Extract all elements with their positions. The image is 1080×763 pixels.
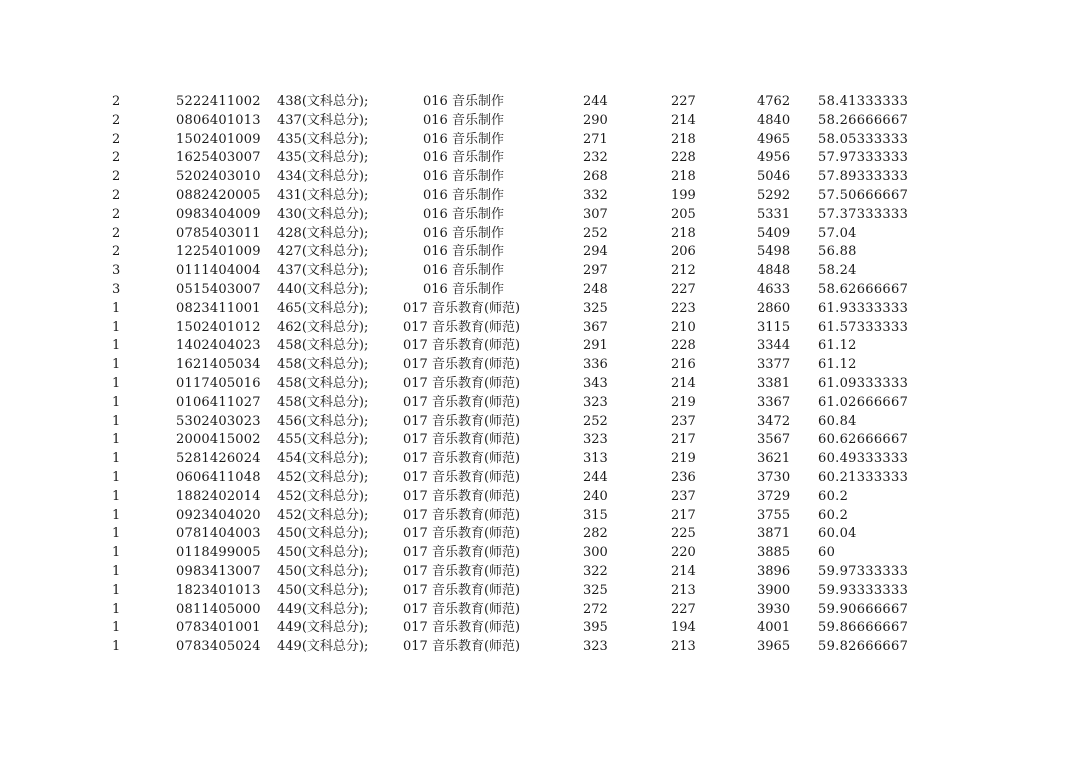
score-a-cell: 297 — [583, 263, 608, 279]
candidate-id-cell: 0823411001 — [176, 300, 261, 316]
batch-cell: 1 — [112, 413, 121, 429]
composite-score-cell: 59.93333333 — [818, 582, 909, 598]
rank-cell: 4965 — [757, 131, 791, 147]
candidate-id-cell: 0781404003 — [176, 526, 261, 542]
candidate-id-cell: 1625403007 — [176, 150, 261, 166]
table-row — [0, 300, 1080, 319]
rank-cell: 4848 — [757, 263, 791, 279]
exam-score-cell: 440(文科总分); — [277, 281, 369, 297]
batch-cell: 1 — [112, 507, 121, 523]
composite-score-cell: 58.05333333 — [818, 131, 909, 147]
score-b-cell: 227 — [671, 601, 696, 617]
score-b-cell: 214 — [671, 375, 696, 391]
candidate-id-cell: 1502401009 — [176, 131, 261, 147]
exam-score-cell: 430(文科总分); — [277, 206, 369, 222]
exam-score-cell: 428(文科总分); — [277, 225, 369, 241]
composite-score-cell: 61.12 — [818, 338, 857, 354]
batch-cell: 2 — [112, 206, 121, 222]
candidate-id-cell: 0983413007 — [176, 563, 261, 579]
score-a-cell: 307 — [583, 206, 608, 222]
composite-score-cell: 60.2 — [818, 507, 849, 523]
table-row — [0, 112, 1080, 131]
score-b-cell: 219 — [671, 451, 696, 467]
score-b-cell: 227 — [671, 94, 696, 109]
batch-cell: 1 — [112, 375, 121, 391]
candidate-id-cell: 1502401012 — [176, 319, 261, 335]
batch-cell: 1 — [112, 601, 121, 617]
major-cell: 017 音乐教育(师范) — [403, 375, 521, 391]
score-a-cell: 300 — [583, 545, 608, 561]
score-b-cell: 237 — [671, 488, 696, 504]
rank-cell: 4956 — [757, 150, 791, 166]
batch-cell: 3 — [112, 263, 121, 279]
table-row — [0, 488, 1080, 507]
score-a-cell: 325 — [583, 300, 608, 316]
score-a-cell: 343 — [583, 375, 608, 391]
composite-score-cell: 60.21333333 — [818, 469, 909, 485]
exam-score-cell: 450(文科总分); — [277, 545, 369, 561]
major-cell: 016 音乐制作 — [423, 112, 504, 128]
score-a-cell: 332 — [583, 187, 608, 203]
candidate-id-cell: 0923404020 — [176, 507, 261, 523]
rank-cell: 5292 — [757, 187, 791, 203]
composite-score-cell: 59.97333333 — [818, 563, 909, 579]
score-a-cell: 322 — [583, 563, 608, 579]
batch-cell: 2 — [112, 150, 121, 166]
rank-cell: 5331 — [757, 206, 791, 222]
score-a-cell: 232 — [583, 150, 608, 166]
candidate-id-cell: 1621405034 — [176, 357, 261, 373]
rank-cell: 3621 — [757, 451, 791, 467]
batch-cell: 2 — [112, 131, 121, 147]
batch-cell: 1 — [112, 620, 121, 636]
batch-cell: 1 — [112, 319, 121, 335]
composite-score-cell: 57.04 — [818, 225, 857, 241]
table-row — [0, 638, 1080, 657]
score-b-cell: 218 — [671, 131, 696, 147]
major-cell: 017 音乐教育(师范) — [403, 469, 521, 485]
major-cell: 017 音乐教育(师范) — [403, 620, 521, 636]
composite-score-cell: 59.86666667 — [818, 620, 909, 636]
major-cell: 017 音乐教育(师范) — [403, 319, 521, 335]
batch-cell: 1 — [112, 488, 121, 504]
rank-cell: 5498 — [757, 244, 791, 260]
major-cell: 017 音乐教育(师范) — [403, 488, 521, 504]
major-cell: 016 音乐制作 — [423, 169, 504, 185]
score-a-cell: 395 — [583, 620, 608, 636]
exam-score-cell: 458(文科总分); — [277, 375, 369, 391]
candidate-id-cell: 1823401013 — [176, 582, 261, 598]
candidate-id-cell: 0811405000 — [176, 601, 261, 617]
table-row — [0, 337, 1080, 356]
score-a-cell: 272 — [583, 601, 608, 617]
candidate-id-cell: 0606411048 — [176, 469, 261, 485]
composite-score-cell: 61.02666667 — [818, 394, 909, 410]
major-cell: 016 音乐制作 — [423, 225, 504, 241]
major-cell: 017 音乐教育(师范) — [403, 639, 521, 655]
score-a-cell: 271 — [583, 131, 608, 147]
rank-cell: 3896 — [757, 563, 791, 579]
score-a-cell: 323 — [583, 394, 608, 410]
exam-score-cell: 458(文科总分); — [277, 338, 369, 354]
score-b-cell: 199 — [671, 187, 696, 203]
major-cell: 017 音乐教育(师范) — [403, 451, 521, 467]
exam-score-cell: 450(文科总分); — [277, 563, 369, 579]
rank-cell: 5409 — [757, 225, 791, 241]
composite-score-cell: 60 — [818, 545, 836, 561]
rank-cell: 5046 — [757, 169, 791, 185]
batch-cell: 1 — [112, 300, 121, 316]
composite-score-cell: 60.2 — [818, 488, 849, 504]
score-b-cell: 213 — [671, 639, 696, 655]
batch-cell: 2 — [112, 187, 121, 203]
score-b-cell: 205 — [671, 206, 696, 222]
score-b-cell: 214 — [671, 112, 696, 128]
score-b-cell: 206 — [671, 244, 696, 260]
score-b-cell: 225 — [671, 526, 696, 542]
score-a-cell: 323 — [583, 639, 608, 655]
table-row — [0, 525, 1080, 544]
candidate-id-cell: 0783405024 — [176, 639, 261, 655]
exam-score-cell: 465(文科总分); — [277, 300, 369, 316]
batch-cell: 1 — [112, 357, 121, 373]
candidate-id-cell: 5281426024 — [176, 451, 261, 467]
batch-cell: 1 — [112, 432, 121, 448]
table-row — [0, 206, 1080, 225]
batch-cell: 1 — [112, 545, 121, 561]
composite-score-cell: 60.04 — [818, 526, 857, 542]
exam-score-cell: 449(文科总分); — [277, 601, 369, 617]
score-b-cell: 216 — [671, 357, 696, 373]
major-cell: 017 音乐教育(师范) — [403, 432, 521, 448]
score-b-cell: 217 — [671, 507, 696, 523]
major-cell: 017 音乐教育(师范) — [403, 582, 521, 598]
composite-score-cell: 60.49333333 — [818, 451, 909, 467]
rank-cell: 3965 — [757, 639, 791, 655]
table-row — [0, 356, 1080, 375]
composite-score-cell: 59.90666667 — [818, 601, 909, 617]
batch-cell: 1 — [112, 526, 121, 542]
rank-cell: 4840 — [757, 112, 791, 128]
composite-score-cell: 56.88 — [818, 244, 857, 260]
composite-score-cell: 57.89333333 — [818, 169, 909, 185]
score-a-cell: 244 — [583, 469, 608, 485]
composite-score-cell: 57.50666667 — [818, 187, 909, 203]
table-row — [0, 149, 1080, 168]
score-b-cell: 219 — [671, 394, 696, 410]
composite-score-cell: 60.62666667 — [818, 432, 909, 448]
table-row — [0, 413, 1080, 432]
candidate-id-cell: 0983404009 — [176, 206, 261, 222]
rank-cell: 4762 — [757, 94, 791, 109]
exam-score-cell: 458(文科总分); — [277, 394, 369, 410]
candidate-id-cell: 0515403007 — [176, 281, 261, 297]
table-row — [0, 319, 1080, 338]
score-b-cell: 213 — [671, 582, 696, 598]
candidate-id-cell: 5302403023 — [176, 413, 261, 429]
candidate-id-cell: 5202403010 — [176, 169, 261, 185]
major-cell: 016 音乐制作 — [423, 244, 504, 260]
table-row — [0, 375, 1080, 394]
major-cell: 016 音乐制作 — [423, 263, 504, 279]
exam-score-cell: 449(文科总分); — [277, 620, 369, 636]
table-row — [0, 450, 1080, 469]
score-b-cell: 194 — [671, 620, 696, 636]
table-row — [0, 394, 1080, 413]
table-row — [0, 281, 1080, 300]
major-cell: 017 音乐教育(师范) — [403, 545, 521, 561]
score-b-cell: 220 — [671, 545, 696, 561]
candidate-id-cell: 0882420005 — [176, 187, 261, 203]
score-b-cell: 223 — [671, 300, 696, 316]
rank-cell: 3930 — [757, 601, 791, 617]
score-a-cell: 290 — [583, 112, 608, 128]
table-row — [0, 262, 1080, 281]
composite-score-cell: 58.24 — [818, 263, 857, 279]
score-a-cell: 248 — [583, 281, 608, 297]
composite-score-cell: 57.97333333 — [818, 150, 909, 166]
candidate-id-cell: 0783401001 — [176, 620, 261, 636]
score-b-cell: 228 — [671, 338, 696, 354]
batch-cell: 1 — [112, 451, 121, 467]
rank-cell: 3377 — [757, 357, 791, 373]
candidate-id-cell: 0785403011 — [176, 225, 261, 241]
score-a-cell: 323 — [583, 432, 608, 448]
major-cell: 017 音乐教育(师范) — [403, 338, 521, 354]
batch-cell: 1 — [112, 469, 121, 485]
score-a-cell: 252 — [583, 225, 608, 241]
exam-score-cell: 435(文科总分); — [277, 150, 369, 166]
table-row — [0, 168, 1080, 187]
score-a-cell: 291 — [583, 338, 608, 354]
rank-cell: 3755 — [757, 507, 791, 523]
candidate-id-cell: 0118499005 — [176, 545, 261, 561]
table-row — [0, 544, 1080, 563]
candidate-id-cell: 2000415002 — [176, 432, 261, 448]
major-cell: 016 音乐制作 — [423, 94, 504, 109]
score-a-cell: 282 — [583, 526, 608, 542]
exam-score-cell: 438(文科总分); — [277, 94, 369, 109]
rank-cell: 3729 — [757, 488, 791, 504]
exam-score-cell: 452(文科总分); — [277, 469, 369, 485]
composite-score-cell: 61.57333333 — [818, 319, 909, 335]
rank-cell: 4633 — [757, 281, 791, 297]
table-row — [0, 507, 1080, 526]
major-cell: 017 音乐教育(师范) — [403, 507, 521, 523]
rank-cell: 3885 — [757, 545, 791, 561]
score-a-cell: 268 — [583, 169, 608, 185]
exam-score-cell: 450(文科总分); — [277, 526, 369, 542]
candidate-id-cell: 0806401013 — [176, 112, 261, 128]
score-b-cell: 227 — [671, 281, 696, 297]
score-b-cell: 212 — [671, 263, 696, 279]
rank-cell: 3900 — [757, 582, 791, 598]
candidate-id-cell: 0117405016 — [176, 375, 261, 391]
exam-score-cell: 455(文科总分); — [277, 432, 369, 448]
score-b-cell: 210 — [671, 319, 696, 335]
score-a-cell: 313 — [583, 451, 608, 467]
major-cell: 017 音乐教育(师范) — [403, 394, 521, 410]
composite-score-cell: 61.12 — [818, 357, 857, 373]
exam-score-cell: 437(文科总分); — [277, 263, 369, 279]
table-row — [0, 243, 1080, 262]
major-cell: 017 音乐教育(师范) — [403, 357, 521, 373]
table-row — [0, 131, 1080, 150]
score-b-cell: 218 — [671, 169, 696, 185]
exam-score-cell: 435(文科总分); — [277, 131, 369, 147]
candidate-id-cell: 0111404004 — [176, 263, 261, 279]
score-a-cell: 294 — [583, 244, 608, 260]
batch-cell: 2 — [112, 169, 121, 185]
table-row — [0, 563, 1080, 582]
table-row — [0, 187, 1080, 206]
rank-cell: 3871 — [757, 526, 791, 542]
score-a-cell: 240 — [583, 488, 608, 504]
score-a-cell: 315 — [583, 507, 608, 523]
candidate-id-cell: 1402404023 — [176, 338, 261, 354]
table-row — [0, 431, 1080, 450]
exam-score-cell: 437(文科总分); — [277, 112, 369, 128]
major-cell: 017 音乐教育(师范) — [403, 413, 521, 429]
exam-score-cell: 431(文科总分); — [277, 187, 369, 203]
major-cell: 016 音乐制作 — [423, 150, 504, 166]
exam-score-cell: 452(文科总分); — [277, 507, 369, 523]
batch-cell: 1 — [112, 338, 121, 354]
score-b-cell: 236 — [671, 469, 696, 485]
composite-score-cell: 58.41333333 — [818, 94, 909, 109]
exam-score-cell: 452(文科总分); — [277, 488, 369, 504]
exam-score-cell: 462(文科总分); — [277, 319, 369, 335]
rank-cell: 3567 — [757, 432, 791, 448]
batch-cell: 1 — [112, 639, 121, 655]
rank-cell: 3472 — [757, 413, 791, 429]
composite-score-cell: 59.82666667 — [818, 639, 909, 655]
composite-score-cell: 57.37333333 — [818, 206, 909, 222]
score-a-cell: 244 — [583, 94, 608, 109]
exam-score-cell: 454(文科总分); — [277, 451, 369, 467]
batch-cell: 2 — [112, 94, 121, 109]
table-row — [0, 619, 1080, 638]
rank-cell: 3344 — [757, 338, 791, 354]
composite-score-cell: 58.62666667 — [818, 281, 909, 297]
rank-cell: 3115 — [757, 319, 791, 335]
major-cell: 017 音乐教育(师范) — [403, 300, 521, 316]
exam-score-cell: 458(文科总分); — [277, 357, 369, 373]
batch-cell: 2 — [112, 112, 121, 128]
major-cell: 016 音乐制作 — [423, 187, 504, 203]
rank-cell: 3367 — [757, 394, 791, 410]
batch-cell: 2 — [112, 225, 121, 241]
score-b-cell: 214 — [671, 563, 696, 579]
major-cell: 016 音乐制作 — [423, 281, 504, 297]
candidate-id-cell: 1225401009 — [176, 244, 261, 260]
score-b-cell: 237 — [671, 413, 696, 429]
score-a-cell: 336 — [583, 357, 608, 373]
score-a-cell: 325 — [583, 582, 608, 598]
batch-cell: 1 — [112, 582, 121, 598]
major-cell: 017 音乐教育(师范) — [403, 526, 521, 542]
composite-score-cell: 60.84 — [818, 413, 857, 429]
rank-cell: 2860 — [757, 300, 791, 316]
major-cell: 017 音乐教育(师范) — [403, 563, 521, 579]
exam-score-cell: 456(文科总分); — [277, 413, 369, 429]
rank-cell: 3730 — [757, 469, 791, 485]
score-a-cell: 252 — [583, 413, 608, 429]
composite-score-cell: 58.26666667 — [818, 112, 909, 128]
rank-cell: 4001 — [757, 620, 791, 636]
batch-cell: 1 — [112, 394, 121, 410]
candidate-id-cell: 1882402014 — [176, 488, 261, 504]
exam-score-cell: 434(文科总分); — [277, 169, 369, 185]
table-row — [0, 93, 1080, 112]
score-b-cell: 218 — [671, 225, 696, 241]
composite-score-cell: 61.09333333 — [818, 375, 909, 391]
score-b-cell: 217 — [671, 432, 696, 448]
candidate-id-cell: 0106411027 — [176, 394, 261, 410]
table-row — [0, 469, 1080, 488]
major-cell: 016 音乐制作 — [423, 206, 504, 222]
exam-score-cell: 449(文科总分); — [277, 639, 369, 655]
candidate-id-cell: 5222411002 — [176, 94, 261, 109]
batch-cell: 3 — [112, 281, 121, 297]
composite-score-cell: 61.93333333 — [818, 300, 909, 316]
major-cell: 016 音乐制作 — [423, 131, 504, 147]
score-b-cell: 228 — [671, 150, 696, 166]
score-table — [0, 93, 1080, 657]
score-a-cell: 367 — [583, 319, 608, 335]
batch-cell: 1 — [112, 563, 121, 579]
rank-cell: 3381 — [757, 375, 791, 391]
major-cell: 017 音乐教育(师范) — [403, 601, 521, 617]
table-row — [0, 225, 1080, 244]
exam-score-cell: 427(文科总分); — [277, 244, 369, 260]
table-row — [0, 582, 1080, 601]
table-row — [0, 601, 1080, 620]
batch-cell: 2 — [112, 244, 121, 260]
exam-score-cell: 450(文科总分); — [277, 582, 369, 598]
